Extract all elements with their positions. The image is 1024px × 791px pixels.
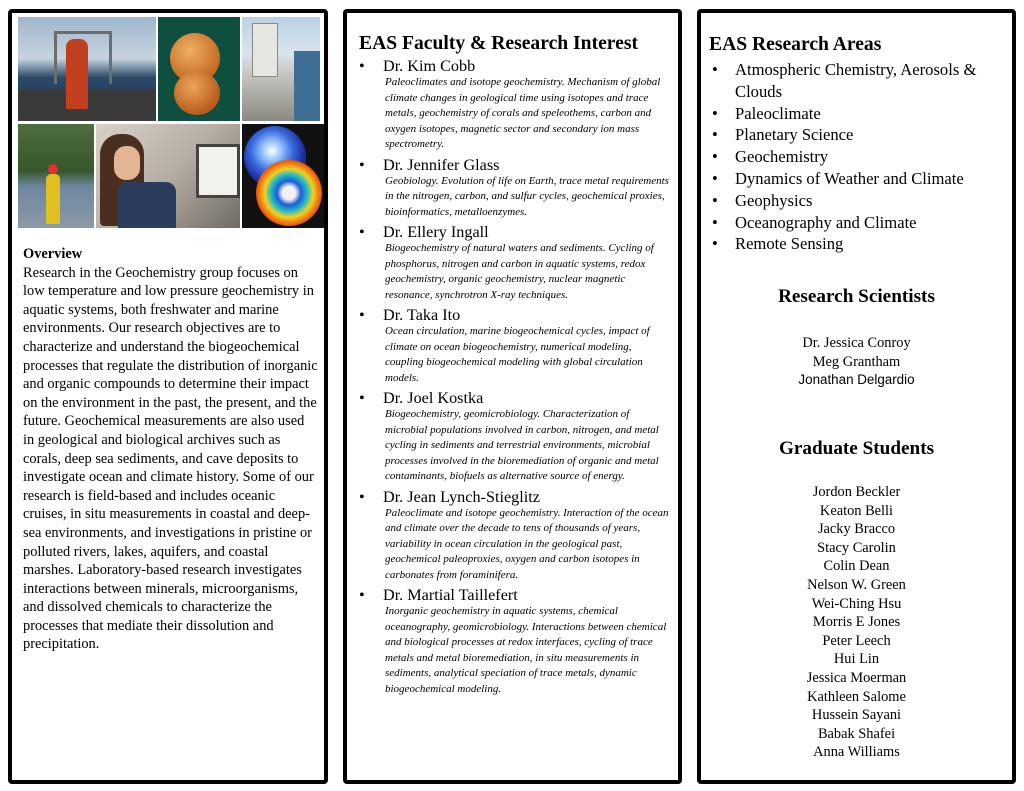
graduate-students-list: [701, 483, 1012, 762]
faculty-item: [355, 57, 675, 153]
ocean-research-photo: [18, 17, 156, 121]
faculty-item: [355, 156, 675, 221]
foraminifera-photo: [158, 17, 240, 121]
faculty-description: Ocean circulation, marine biogeochemical cycles, impact of climate on ocean biogeochemistry, numerical modeling, coupling biogeochemical modeling with global circulation models.: [385, 325, 650, 384]
faculty-description: Paleoclimates and isotope geochemistry. Mechanism of global climate changes in geological time using isotopes and trace metals, geochemistry of corals and speleothems, carbon and oxygen isotopes, magnetic sector and secondary ion mass spectrometry.: [385, 76, 661, 150]
research-area-item: • Geophysics: [709, 190, 1009, 212]
graduate-students-heading: Graduate Students: [778, 438, 935, 459]
faculty-item: [355, 389, 675, 485]
faculty-name: • Dr. Joel Kostka: [355, 389, 675, 407]
faculty-panel: [343, 9, 682, 784]
overview-heading: Overview: [23, 246, 83, 262]
faculty-description: Paleoclimate and isotope geochemistry. Interaction of the ocean and climate over the decade to tens of thousands of years, variability in ocean circulation in the geological past, geochemical paleoproxies, oxygen and carbon isotopes in carbonates from foraminifera.: [385, 506, 669, 581]
scientist-name: Dr. Jessica Conroy: [802, 335, 911, 351]
student-name: Kathleen Salome: [807, 688, 906, 705]
faculty-name: • Dr. Jean Lynch-Stieglitz: [355, 488, 675, 506]
research-areas-title: EAS Research Areas: [709, 34, 882, 55]
research-area-item: • Oceanography and Climate: [709, 212, 1009, 234]
student-name: Babak Shafei: [817, 725, 896, 742]
faculty-description: Inorganic geochemistry in aquatic systems, chemical oceanography, geomicrobiology. Interactions between chemical and biological processes at redox interfaces, cycling of trace metals and metal bioremediation, in situ measurements in sediments, analytical speciation of trace metals, dynamic biogeochemical modeling.: [385, 605, 667, 695]
faculty-name: • Dr. Taka Ito: [355, 306, 675, 324]
faculty-item: [355, 586, 675, 697]
laboratory-photo: [96, 124, 240, 228]
field-work-photo: [18, 124, 94, 228]
student-name: Jordon Beckler: [812, 484, 901, 500]
student-name: Jacky Bracco: [817, 521, 896, 538]
scientist-name: Meg Grantham: [812, 353, 901, 370]
student-name: Stacy Carolin: [817, 539, 896, 556]
scientist-name: Jonathan Delgardio: [798, 372, 915, 388]
faculty-name: • Dr. Kim Cobb: [355, 57, 675, 75]
faculty-item: [355, 223, 675, 303]
research-scientists-list: [701, 334, 1012, 390]
faculty-list: [355, 57, 675, 700]
research-areas-list: [709, 59, 1009, 255]
faculty-description: Biogeochemistry of natural waters and sediments. Cycling of phosphorus, nitrogen and carbon in aquatic systems, redox geochemistry, organic geochemistry, nuclear magnetic resonance, synchrotron X-ray techniques.: [385, 242, 654, 301]
student-name: Anna Williams: [813, 744, 900, 761]
student-name: Nelson W. Green: [807, 576, 906, 593]
faculty-description: Geobiology. Evolution of life on Earth, trace metal requirements in the nitrogen, carbon, and sulfur cycles, geochemical proxies, bioinformatics, metalloenzymes.: [385, 174, 669, 218]
research-area-item: • Paleoclimate: [709, 103, 1009, 125]
faculty-name: • Dr. Martial Taillefert: [355, 586, 675, 604]
faculty-name: • Dr. Ellery Ingall: [355, 223, 675, 241]
research-area-item: • Planetary Science: [709, 124, 1009, 146]
overview-text: Research in the Geochemistry group focuses on low temperature and low pressure geochemistry in aquatic systems, both freshwater and marine environments. Our research objectives are to characterize and understand the biogeochemical processes that regulate the distribution of inorganic and organic compounds to determine their impact on the environment in the past, the present, and the future. Geochemical measurements are also used in geological and biological archives such as corals, deep sea sediments, and cave deposits to investigate ocean and climate history. Some of our research is field-based and includes oceanic cruises, in situ measurements in coastal and deep-sea environments, and investigations in pristine or polluted rivers, lakes, aquifers, and coastal marshes. Laboratory-based research investigates interactions between minerals, microorganisms, and dissolved chemicals to characterize the processes that mediate their dissolution and precipitation.: [23, 264, 318, 653]
faculty-item: [355, 488, 675, 584]
student-name: Hussein Sayani: [811, 707, 902, 724]
research-area-item: • Atmospheric Chemistry, Aerosols & Clouds: [709, 59, 1009, 103]
student-name: Morris E Jones: [812, 614, 901, 631]
research-area-item: • Geochemistry: [709, 146, 1009, 168]
faculty-item: [355, 306, 675, 386]
globe-model-image: [242, 124, 324, 228]
student-name: Peter Leech: [822, 632, 891, 649]
student-name: Wei-Ching Hsu: [811, 595, 902, 612]
faculty-description: Biogeochemistry, geomicrobiology. Characterization of microbial populations involved in carbon, nitrogen, and metal cycling in sediments and terrestrial environments, microbial processes involved in the bioremediation of organic and metal contaminants, biofuels as alternative source of energy.: [385, 408, 659, 482]
research-area-item: • Dynamics of Weather and Climate: [709, 168, 1009, 190]
student-name: Colin Dean: [823, 558, 890, 575]
faculty-name: • Dr. Jennifer Glass: [355, 156, 675, 174]
ship-deck-photo: [242, 17, 320, 121]
research-area-item: • Remote Sensing: [709, 233, 1009, 255]
student-name: Hui Lin: [833, 651, 880, 668]
student-name: Jessica Moerman: [806, 669, 907, 686]
student-name: Keaton Belli: [819, 502, 894, 519]
overview-section: [23, 245, 319, 654]
research-panel: [697, 9, 1016, 784]
faculty-title: EAS Faculty & Research Interest: [359, 33, 638, 54]
overview-panel: [8, 9, 328, 784]
research-scientists-heading: Research Scientists: [778, 286, 935, 307]
